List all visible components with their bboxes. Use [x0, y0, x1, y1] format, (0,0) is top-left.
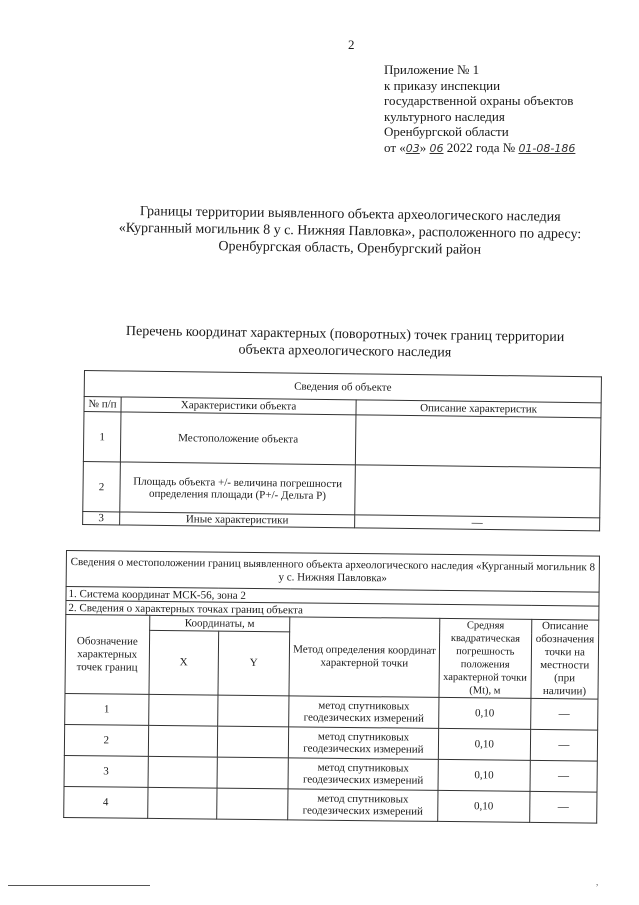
column-header-point: Обозначение характерных точек границ — [65, 615, 149, 695]
point-y — [217, 757, 289, 789]
coords-table-header: Сведения о местоположении границ выявленного объекта археологического наследия «Курганный могильник 8 у с. Нижняя Павловка» — [66, 551, 599, 593]
document-title — [80, 202, 621, 261]
column-header-coordinates: Координаты, м — [149, 615, 290, 631]
point-marker: — — [529, 791, 597, 823]
point-x — [148, 725, 218, 757]
subtitle-line: объекта археологического наследия — [238, 342, 452, 361]
row-number: 2 — [83, 461, 121, 511]
footer-rule — [8, 885, 150, 886]
column-header-description: Описание характеристик — [356, 400, 601, 418]
point-method: метод спутниковых геодезических измерений — [288, 789, 438, 822]
point-marker: — — [530, 729, 598, 761]
appendix-line: государственной охраны объектов — [384, 93, 574, 108]
point-y — [218, 695, 290, 727]
date-mid: » — [419, 139, 430, 155]
point-marker: — — [530, 760, 598, 792]
point-error: 0,10 — [438, 728, 530, 760]
row-number: 3 — [83, 511, 120, 524]
handwritten-order-number: 01-08-186 — [518, 141, 576, 155]
point-number: 2 — [64, 724, 148, 756]
title-line: Оренбургская область, Оренбургский район — [218, 239, 482, 258]
column-header-marker: Описание обозначения точки на местности (при наличии) — [531, 619, 599, 699]
column-header-x: X — [149, 630, 219, 695]
column-header-error: Средняя квадратическая погрешность положения характерной точки (Mt), м — [439, 618, 532, 698]
handwritten-day: 03 — [405, 141, 420, 155]
point-y — [217, 726, 289, 758]
point-x — [148, 694, 218, 726]
list-title — [90, 322, 600, 363]
row-characteristic: Местоположение объекта — [120, 412, 356, 465]
appendix-block — [384, 62, 575, 156]
point-y — [217, 788, 289, 820]
point-error: 0,10 — [438, 790, 530, 822]
column-header-y: Y — [218, 631, 290, 696]
appendix-line: культурного наследия — [384, 108, 505, 124]
appendix-line: к приказу инспекции — [384, 77, 501, 93]
point-number: 1 — [65, 693, 149, 725]
date-year: 2022 года № — [443, 139, 519, 155]
date-prefix: от « — [384, 139, 406, 155]
point-method: метод спутниковых геодезических измерений — [288, 727, 438, 760]
point-x — [147, 787, 217, 819]
title-line: «Курганный могильник 8 у с. Нижняя Павловка», расположенного по адресу: — [118, 220, 582, 243]
row-characteristic: Иные характеристики — [120, 512, 355, 528]
row-number: 1 — [83, 412, 121, 462]
column-header-characteristic: Характеристики объекта — [121, 397, 356, 415]
coordinate-system: 1. Система координат МСК-56, зона 2 — [66, 587, 599, 607]
object-table-header: Сведения об объекте — [84, 371, 601, 403]
page-number: 2 — [348, 37, 355, 52]
point-error: 0,10 — [438, 759, 530, 791]
point-number: 3 — [64, 755, 148, 787]
coordinates-table — [63, 550, 600, 824]
appendix-line: Приложение № 1 — [384, 62, 480, 77]
point-number: 4 — [64, 786, 148, 818]
point-error: 0,10 — [439, 697, 531, 729]
section-points-title: 2. Сведения о характерных точках границ объекта — [66, 601, 599, 621]
point-method: метод спутниковых геодезических измерений — [288, 758, 438, 791]
object-info-table — [82, 370, 602, 531]
scan-mark: , — [596, 877, 599, 887]
column-header-no: № п/п — [84, 397, 121, 412]
row-description — [355, 465, 601, 518]
point-method: метод спутниковых геодезических измерений — [289, 696, 439, 729]
row-description: — — [355, 515, 600, 531]
row-characteristic: Площадь объекта +/- величина погрешности определения площади (P+/- Дельта P) — [120, 462, 356, 515]
subtitle-line: Перечень координат характерных (поворотных) точек границ территории — [125, 323, 565, 346]
row-description — [355, 415, 601, 468]
point-marker: — — [530, 698, 598, 730]
column-header-method: Метод определения координат характерной точки — [289, 617, 440, 698]
handwritten-month: 06 — [429, 141, 444, 155]
point-x — [148, 756, 218, 788]
appendix-date-line — [384, 140, 575, 157]
title-line: Границы территории выявленного объекта археологического наследия — [139, 204, 561, 225]
appendix-line: Оренбургской области — [384, 124, 509, 139]
